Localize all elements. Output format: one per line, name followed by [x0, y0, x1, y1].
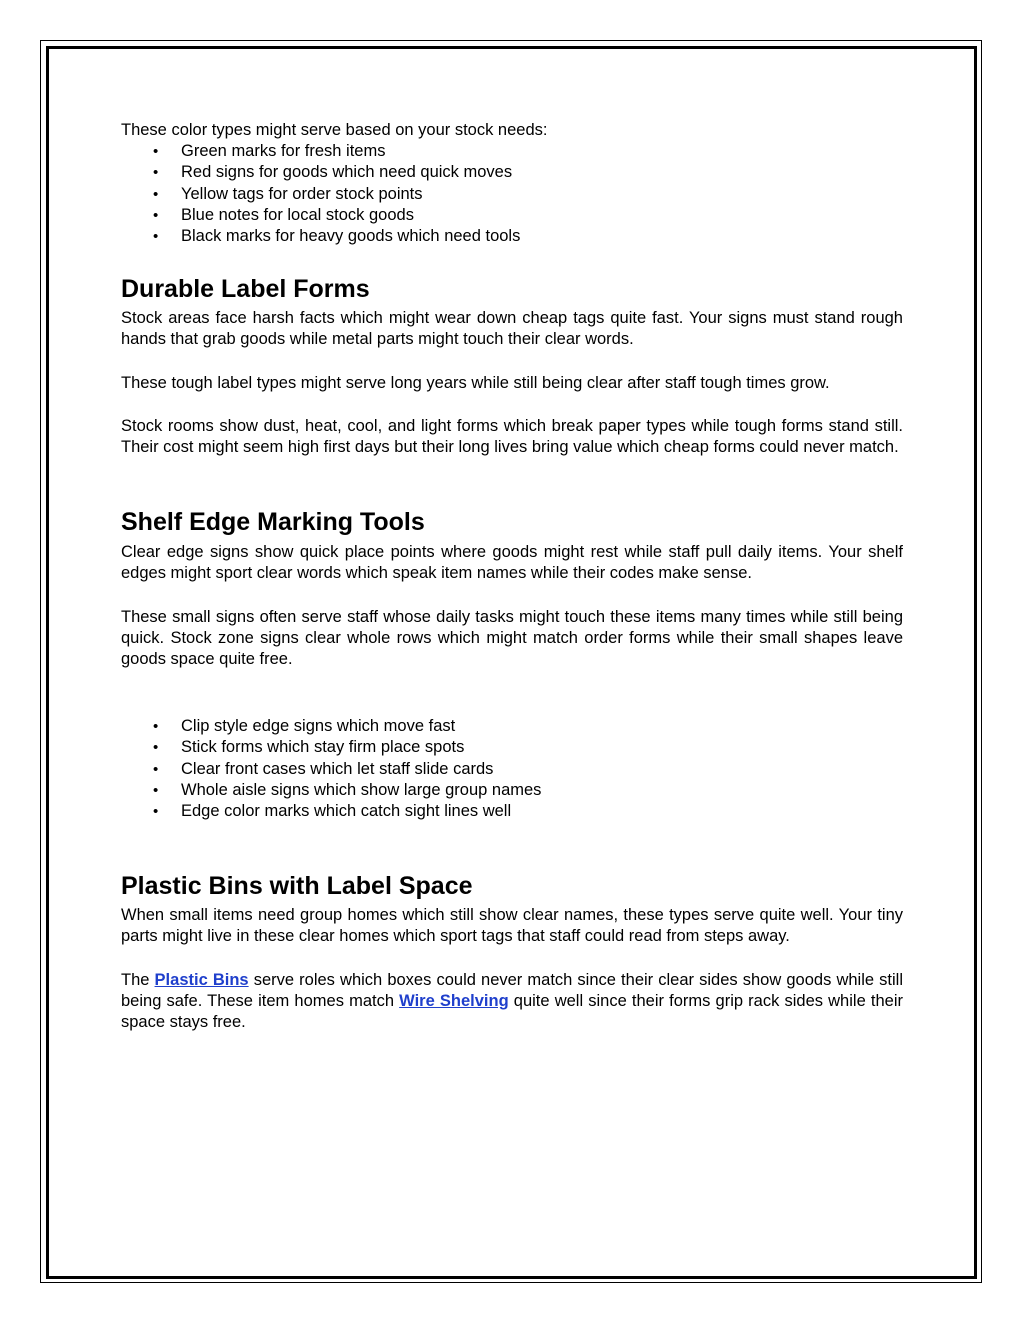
color-types-list	[121, 141, 903, 247]
section-heading-bins: Plastic Bins with Label Space	[121, 872, 473, 901]
list-item: • Blue notes for local stock goods	[121, 205, 903, 226]
section-heading-shelf: Shelf Edge Marking Tools	[121, 508, 425, 537]
paragraph: These tough label types might serve long years while still being clear after staff tough times grow.	[121, 373, 830, 392]
paragraph: Stock rooms show dust, heat, cool, and light forms which break paper types while tough forms stand still. Their cost might seem high first days but their long lives bring value which cheap forms could never match.	[121, 416, 903, 457]
text-run: serve roles which boxes could never match since their clear sides show goods while still being safe. These item homes match	[121, 970, 903, 1010]
list-item: • Clear front cases which let staff slide cards	[121, 759, 903, 780]
list-item: • Black marks for heavy goods which need tools	[121, 226, 903, 247]
plastic-bins-link[interactable]: Plastic Bins	[154, 970, 249, 989]
paragraph: Stock areas face harsh facts which might wear down cheap tags quite fast. Your signs must stand rough hands that grab goods while metal parts might touch their clear words.	[121, 309, 903, 349]
list-item: • Stick forms which stay firm place spots	[121, 737, 903, 758]
text-run: quite well since their forms grip rack sides while their space stays free.	[121, 991, 903, 1032]
list-item: • Yellow tags for order stock points	[121, 184, 903, 205]
wire-shelving-link[interactable]: Wire Shelving	[399, 991, 509, 1010]
document-body	[121, 120, 903, 1033]
list-item: • Edge color marks which catch sight lines well	[121, 801, 903, 822]
paragraph: These small signs often serve staff whose daily tasks might touch these items many times while still being quick. Stock zone signs clear whole rows which might match order forms while their small shapes leave goods space quite free.	[121, 607, 903, 669]
list-item: • Clip style edge signs which move fast	[121, 716, 903, 737]
list-item: • Red signs for goods which need quick moves	[121, 162, 903, 183]
paragraph: Clear edge signs show quick place points where goods might rest while staff pull daily items. Your shelf edges might sport clear words which speak item names while their codes make sense.	[121, 543, 903, 583]
paragraph: When small items need group homes which still show clear names, these types serve quite well. Your tiny parts might live in these clear homes which sport tags that staff could read from steps away.	[121, 906, 903, 946]
list-item: • Green marks for fresh items	[121, 141, 903, 162]
list-item: • Whole aisle signs which show large group names	[121, 780, 903, 801]
text-run: The	[121, 970, 155, 989]
intro-text: These color types might serve based on your stock needs:	[121, 121, 548, 139]
shelf-tools-list	[121, 716, 903, 822]
paragraph-with-links	[121, 970, 903, 1034]
section-heading-durable: Durable Label Forms	[121, 275, 370, 304]
